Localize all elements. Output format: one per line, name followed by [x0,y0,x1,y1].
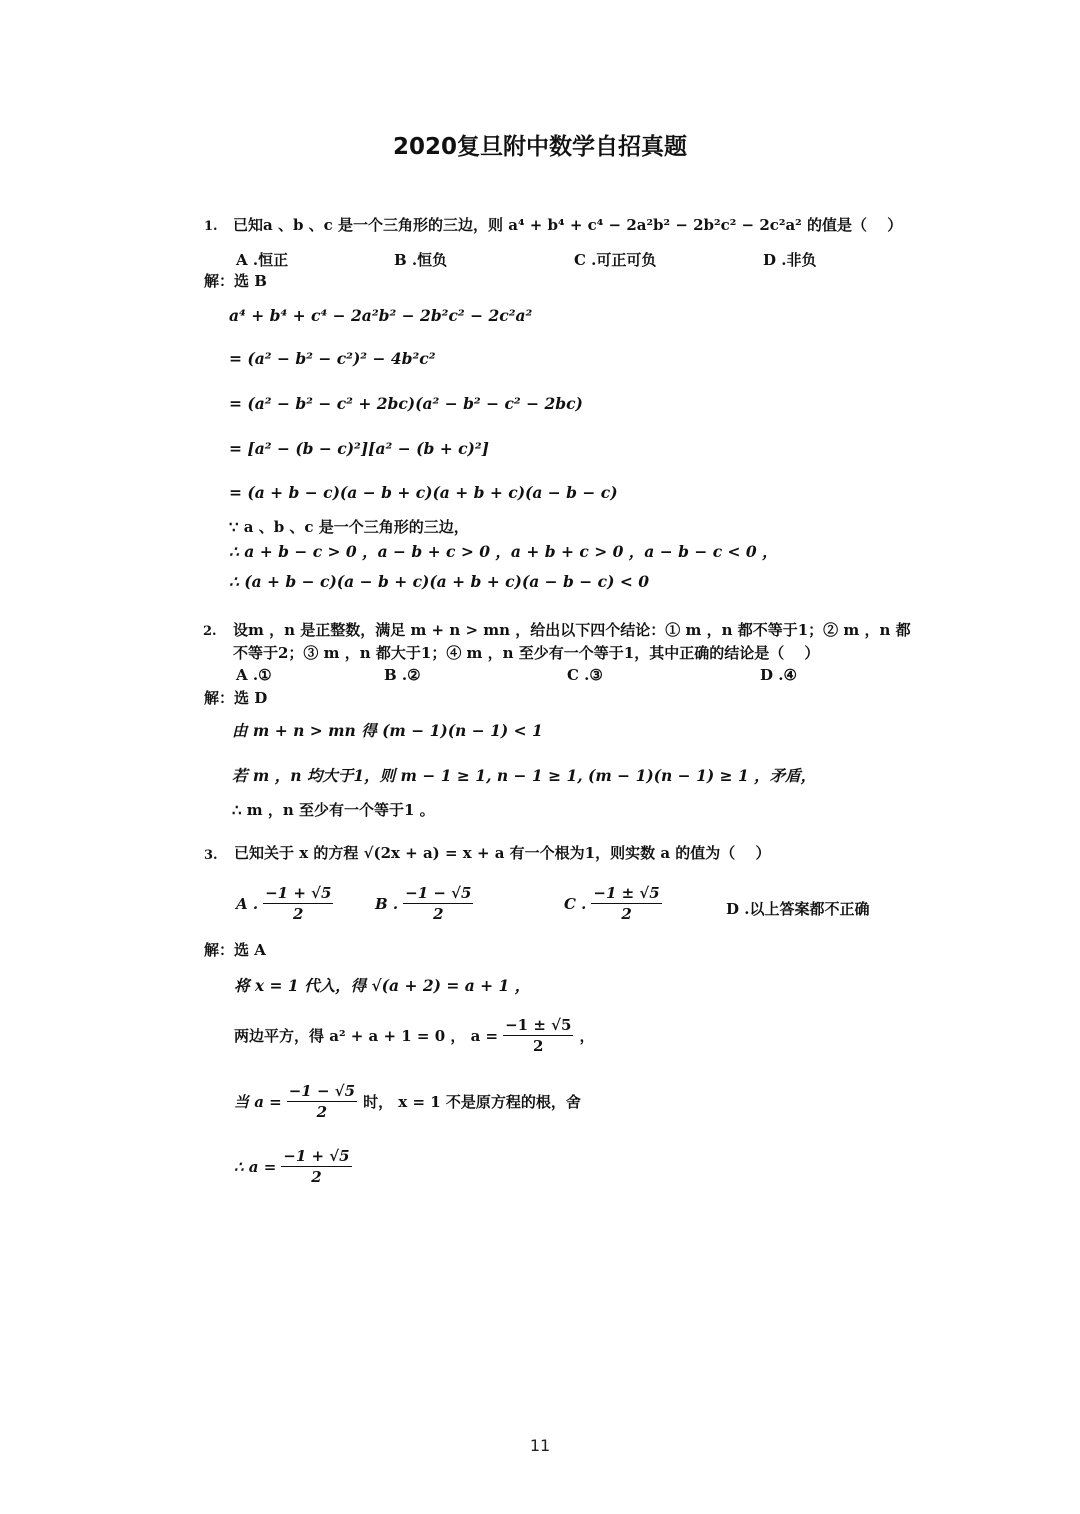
question-3-option-b [375,884,475,923]
q3-step-3-text: 当 a = [234,1093,282,1111]
q3-step-4-denominator: 2 [311,1168,322,1186]
question-2-option-d: D .④ [760,666,797,684]
question-3-option-a [236,884,335,923]
option-c-label: C . [564,894,587,913]
q3-step-4-fraction [281,1147,351,1186]
q3-step-4-text: ∴ a = [234,1157,277,1176]
q3-step-2-suffix: ， [579,1027,595,1045]
question-3-stem: 已知关于 x 的方程 √(2x + a) = x + a 有一个根为1，则实数 a 的值为（ ） [234,844,771,862]
q2-step-1: 由 m + n > mn 得 (m − 1)(n − 1) < 1 [232,721,543,740]
question-2-number: 2. [203,624,217,639]
question-3-number: 3. [204,848,218,863]
q3-step-4 [234,1147,358,1186]
question-1-stem: 已知a 、b 、c 是一个三角形的三边，则 a⁴ + b⁴ + c⁴ − 2a²b² − 2b²c² − 2c²a² 的值是（ ） [233,216,903,234]
q3-step-3-fraction [287,1082,357,1121]
q3-step-4-numerator: −1 + √5 [283,1147,350,1165]
question-2-option-b: B .② [384,666,421,684]
option-a-denominator: 2 [293,905,304,923]
q3-step-2-fraction [503,1016,573,1055]
option-b-numerator: −1 − √5 [405,884,472,902]
option-b-fraction [403,884,473,923]
question-1-number: 1. [204,219,218,234]
question-3-option-d: D .以上答案都不正确 [726,900,870,918]
option-b-label: B . [375,894,399,913]
question-1-option-c: C .可正可负 [574,251,657,269]
question-2-stem-line-2: 不等于2；③ m ，n 都大于1；④ m ，n 至少有一个等于1，其中正确的结论是（ ） [233,644,820,662]
q1-step-8: ∴ (a + b − c)(a − b + c)(a + b + c)(a − b − c) < 0 [229,572,650,591]
option-c-fraction [591,884,661,923]
q2-step-3: ∴ m ，n 至少有一个等于1 。 [232,801,435,819]
q2-step-2: 若 m ，n 均大于1，则 m − 1 ≥ 1, n − 1 ≥ 1, (m − 1)(n − 1) ≥ 1 ，矛盾， [232,766,817,785]
question-3-option-c [564,884,664,923]
q3-step-2 [234,1016,594,1055]
q1-step-3: = (a² − b² − c² + 2bc)(a² − b² − c² − 2bc) [229,394,583,413]
q3-step-2-denominator: 2 [533,1037,544,1055]
question-3-answer: 解：选 A [204,941,266,959]
question-2-option-c: C .③ [567,666,603,684]
question-1-option-b: B .恒负 [394,251,448,269]
q1-step-2: = (a² − b² − c²)² − 4b²c² [229,349,436,368]
q1-step-5: = (a + b − c)(a − b + c)(a + b + c)(a − b − c) [229,483,618,502]
page-number: 11 [529,1436,551,1455]
option-b-denominator: 2 [433,905,444,923]
option-c-denominator: 2 [621,905,632,923]
q3-step-3-numerator: −1 − √5 [288,1082,356,1100]
page-title: 2020复旦附中数学自招真题 [392,134,687,160]
question-2-stem-line-1: 设m ，n 是正整数，满足 m + n > mn ，给出以下四个结论：① m ，n 都不等于1；② m ，n 都 [233,621,911,639]
q3-step-1: 将 x = 1 代入，得 √(a + 2) = a + 1 ， [234,976,531,995]
question-1-option-a: A .恒正 [236,251,289,269]
option-a-fraction [263,884,333,923]
q3-step-3-denominator: 2 [316,1103,328,1121]
question-2-option-a: A .① [236,666,272,684]
q1-step-7: ∴ a + b − c > 0 ，a − b + c > 0 ，a + b + c > 0 ，a − b − c < 0 ， [229,542,778,561]
q1-step-1: a⁴ + b⁴ + c⁴ − 2a²b² − 2b²c² − 2c²a² [229,306,533,325]
q3-step-3-suffix: 时， x = 1 不是原方程的根，舍 [363,1093,581,1111]
q3-step-3 [234,1082,581,1121]
question-2-answer: 解：选 D [204,689,268,707]
q1-step-4: = [a² − (b − c)²][a² − (b + c)²] [229,439,489,458]
q3-step-2-text: 两边平方，得 a² + a + 1 = 0 ， a = [234,1027,499,1045]
question-1-answer: 解：选 B [204,272,267,290]
option-c-numerator: −1 ± √5 [593,884,660,902]
option-a-label: A . [236,894,259,913]
q1-step-6: ∵ a 、b 、c 是一个三角形的三边， [229,518,469,536]
option-a-numerator: −1 + √5 [265,884,332,902]
question-1-option-d: D .非负 [763,251,817,269]
q3-step-2-numerator: −1 ± √5 [505,1016,572,1034]
